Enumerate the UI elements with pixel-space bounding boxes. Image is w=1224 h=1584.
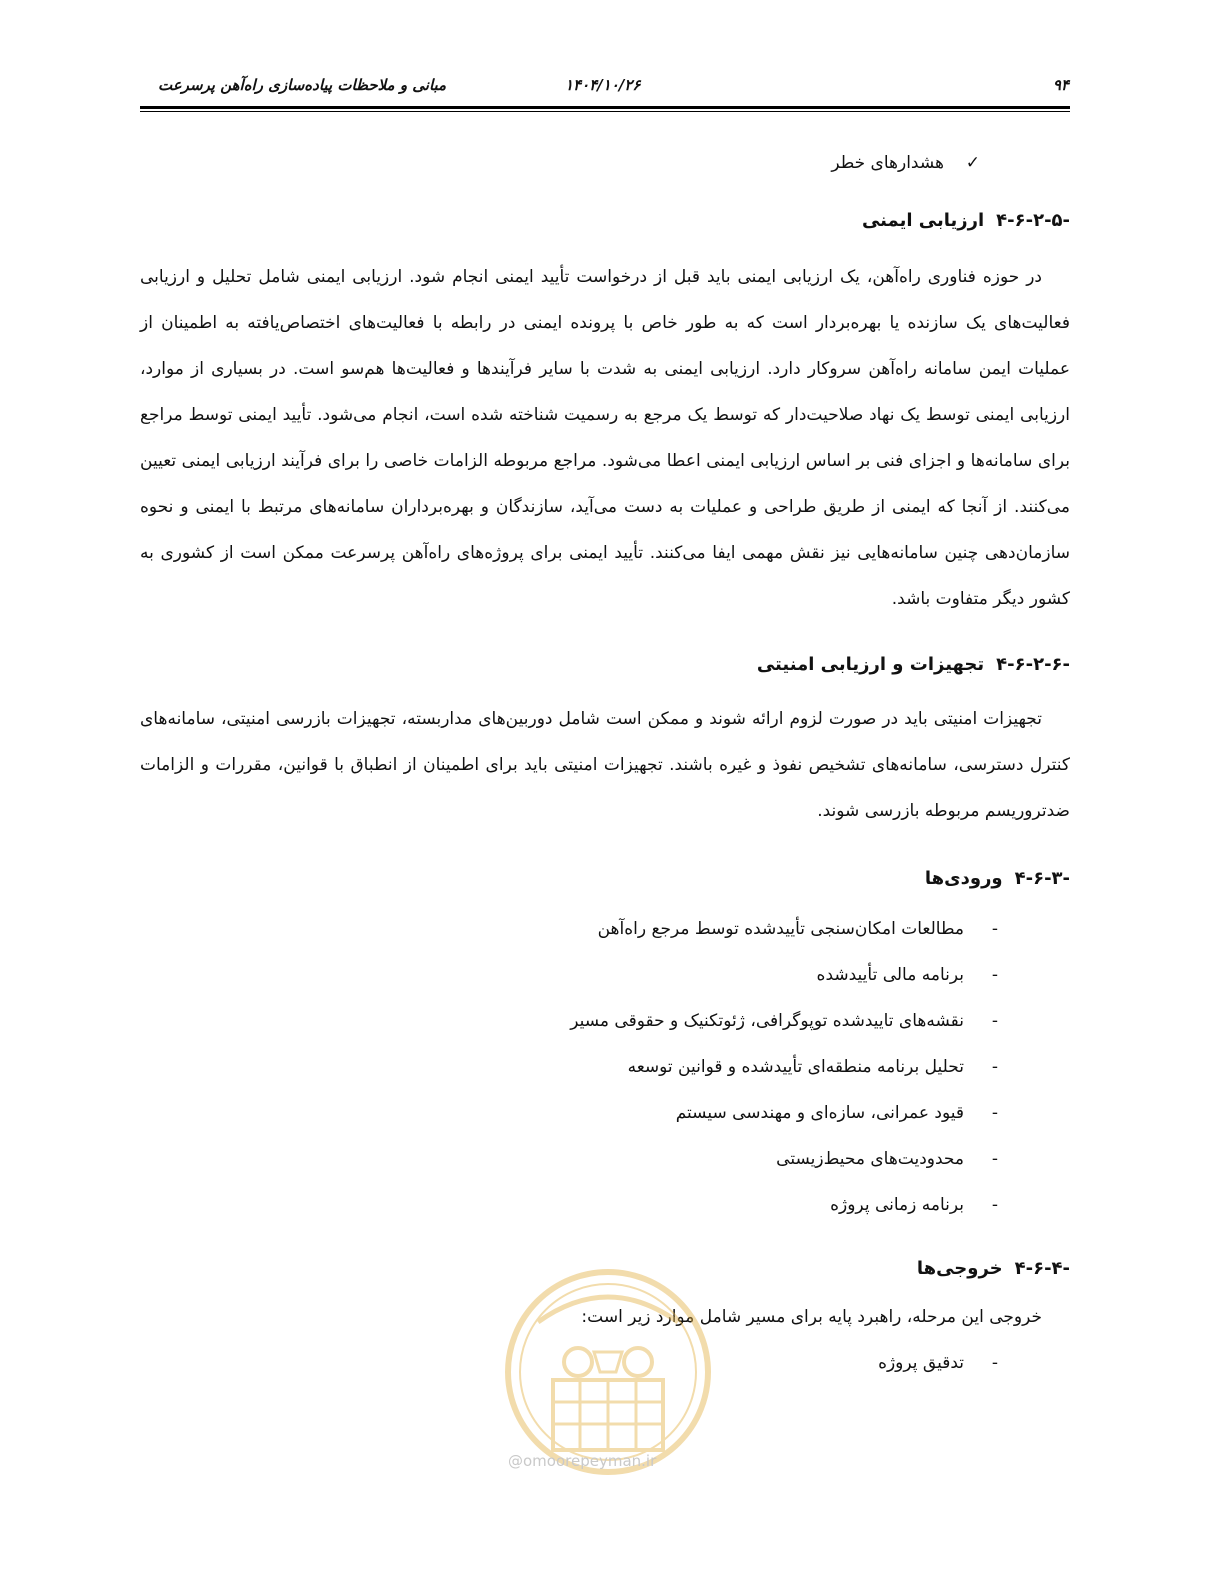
section-number: ۴-۶-۲-۶- — [996, 654, 1070, 675]
list-item — [140, 998, 1010, 1044]
section-paragraph: تجهیزات امنیتی باید در صورت لزوم ارائه شوند و ممکن است شامل دوربین‌های مداربسته، تجهیزات بازرسی امنیتی، سامانه‌های کنترل دسترسی، سامانه‌های تشخیص نفوذ و غیره باشند. تجهیزات امنیتی باید برای اطمینان از انطباق با قوانین، مقررات و الزامات ضدتروریسم مربوطه بازرسی شوند. — [140, 709, 1070, 821]
watermark-site: @omoorepeyman.ir — [508, 1452, 657, 1470]
section-number: ۴-۶-۲-۵- — [996, 210, 1070, 231]
dash-bullet: - — [991, 965, 999, 985]
section-paragraph: خروجی این مرحله، راهبرد پایه برای مسیر شامل موارد زیر است: — [581, 1307, 1042, 1327]
section-heading — [140, 1254, 1070, 1284]
list-item-text: محدودیت‌های محیط‌زیستی — [776, 1149, 964, 1169]
section-paragraph: در حوزه فناوری راه‌آهن، یک ارزیابی ایمنی باید قبل از درخواست تأیید ایمنی انجام شود. ارزیابی ایمنی شامل تحلیل و ارزیابی فعالیت‌های یک سازنده یا بهره‌بردار است که به طور خاص با پرونده ایمنی در رابطه با فعالیت‌های اختصاص‌یافته به اطمینان از عملیات ایمن سامانه راه‌آهن سروکار دارد. ارزیابی ایمنی به شدت با سایر فرآیندها و فعالیت‌ها هم‌سو است. در بسیاری از موارد، ارزیابی ایمنی توسط یک نهاد صلاحیت‌دار که توسط یک مرجع به رسمیت شناخته شده است، انجام می‌شود. تأیید ایمنی توسط مراجع برای سامانه‌ها و اجزای فنی بر اساس ارزیابی ایمنی اعطا می‌شود. مراجع مربوطه الزامات خاصی را برای فرآیند ارزیابی ایمنی تعیین می‌کنند. از آنجا که ایمنی از طریق طراحی و عملیات به دست می‌آید، سازندگان و بهره‌برداران سامانه‌های مرتبط با ایمنی و نحوه سازمان‌دهی چنین سامانه‌هایی نیز نقش مهمی ایفا می‌کنند. تأیید ایمنی برای پروژه‌های راه‌آهن پرسرعت ممکن است از کشوری به کشور دیگر متفاوت باشد. — [140, 267, 1070, 609]
section-title: ارزیابی ایمنی — [861, 210, 985, 231]
check-mark-icon: ✓ — [965, 153, 980, 173]
list-item — [140, 1136, 1010, 1182]
list-item-text: برنامه زمانی پروژه — [830, 1195, 964, 1215]
section-heading — [140, 206, 1070, 236]
header-rule-thin — [140, 111, 1070, 112]
list-item — [140, 1090, 1010, 1136]
list-item-text: مطالعات امکان‌سنجی تأییدشده توسط مرجع راه‌آهن — [597, 919, 964, 939]
list-item-text: برنامه مالی تأییدشده — [816, 965, 964, 985]
dash-bullet: - — [991, 1149, 999, 1169]
list-item-text: نقشه‌های تاییدشده توپوگرافی، ژئوتکنیک و حقوقی مسیر — [570, 1011, 964, 1031]
dash-bullet: - — [991, 1195, 999, 1215]
dash-bullet: - — [991, 1103, 999, 1123]
inputs-list — [140, 906, 1070, 1228]
list-item-text: تحلیل برنامه منطقه‌ای تأییدشده و قوانین توسعه — [627, 1057, 964, 1077]
list-item — [140, 1044, 1010, 1090]
check-list-item — [140, 148, 980, 178]
list-item — [140, 952, 1010, 998]
page-content — [140, 140, 1070, 1386]
section-heading — [140, 864, 1070, 894]
dash-bullet: - — [991, 1353, 999, 1373]
list-item-text: تدقیق پروژه — [878, 1353, 964, 1373]
dash-bullet: - — [991, 1057, 999, 1077]
section-number: ۴-۶-۳- — [1014, 868, 1070, 889]
check-item-text: هشدارهای خطر — [831, 153, 944, 173]
outputs-list — [140, 1340, 1070, 1386]
section-number: ۴-۶-۴- — [1014, 1258, 1070, 1279]
section-title: تجهیزات و ارزیابی امنیتی — [756, 654, 985, 675]
dash-bullet: - — [991, 919, 999, 939]
section-title: خروجی‌ها — [916, 1258, 1003, 1279]
section-heading — [140, 650, 1070, 680]
list-item — [140, 1340, 1010, 1386]
list-item — [140, 1182, 1010, 1228]
header-rule-thick — [140, 106, 1070, 109]
header-date: ۱۴۰۴/۱۰/۲۶ — [565, 76, 641, 94]
dash-bullet: - — [991, 1011, 999, 1031]
page-number: ۹۴ — [1052, 76, 1069, 94]
header-title: مبانی و ملاحظات پیاده‌سازی راه‌آهن پرسرعت — [158, 76, 447, 94]
section-title: ورودی‌ها — [924, 868, 1003, 889]
list-item-text: قیود عمرانی، سازه‌ای و مهندسی سیستم — [675, 1103, 964, 1123]
list-item — [140, 906, 1010, 952]
